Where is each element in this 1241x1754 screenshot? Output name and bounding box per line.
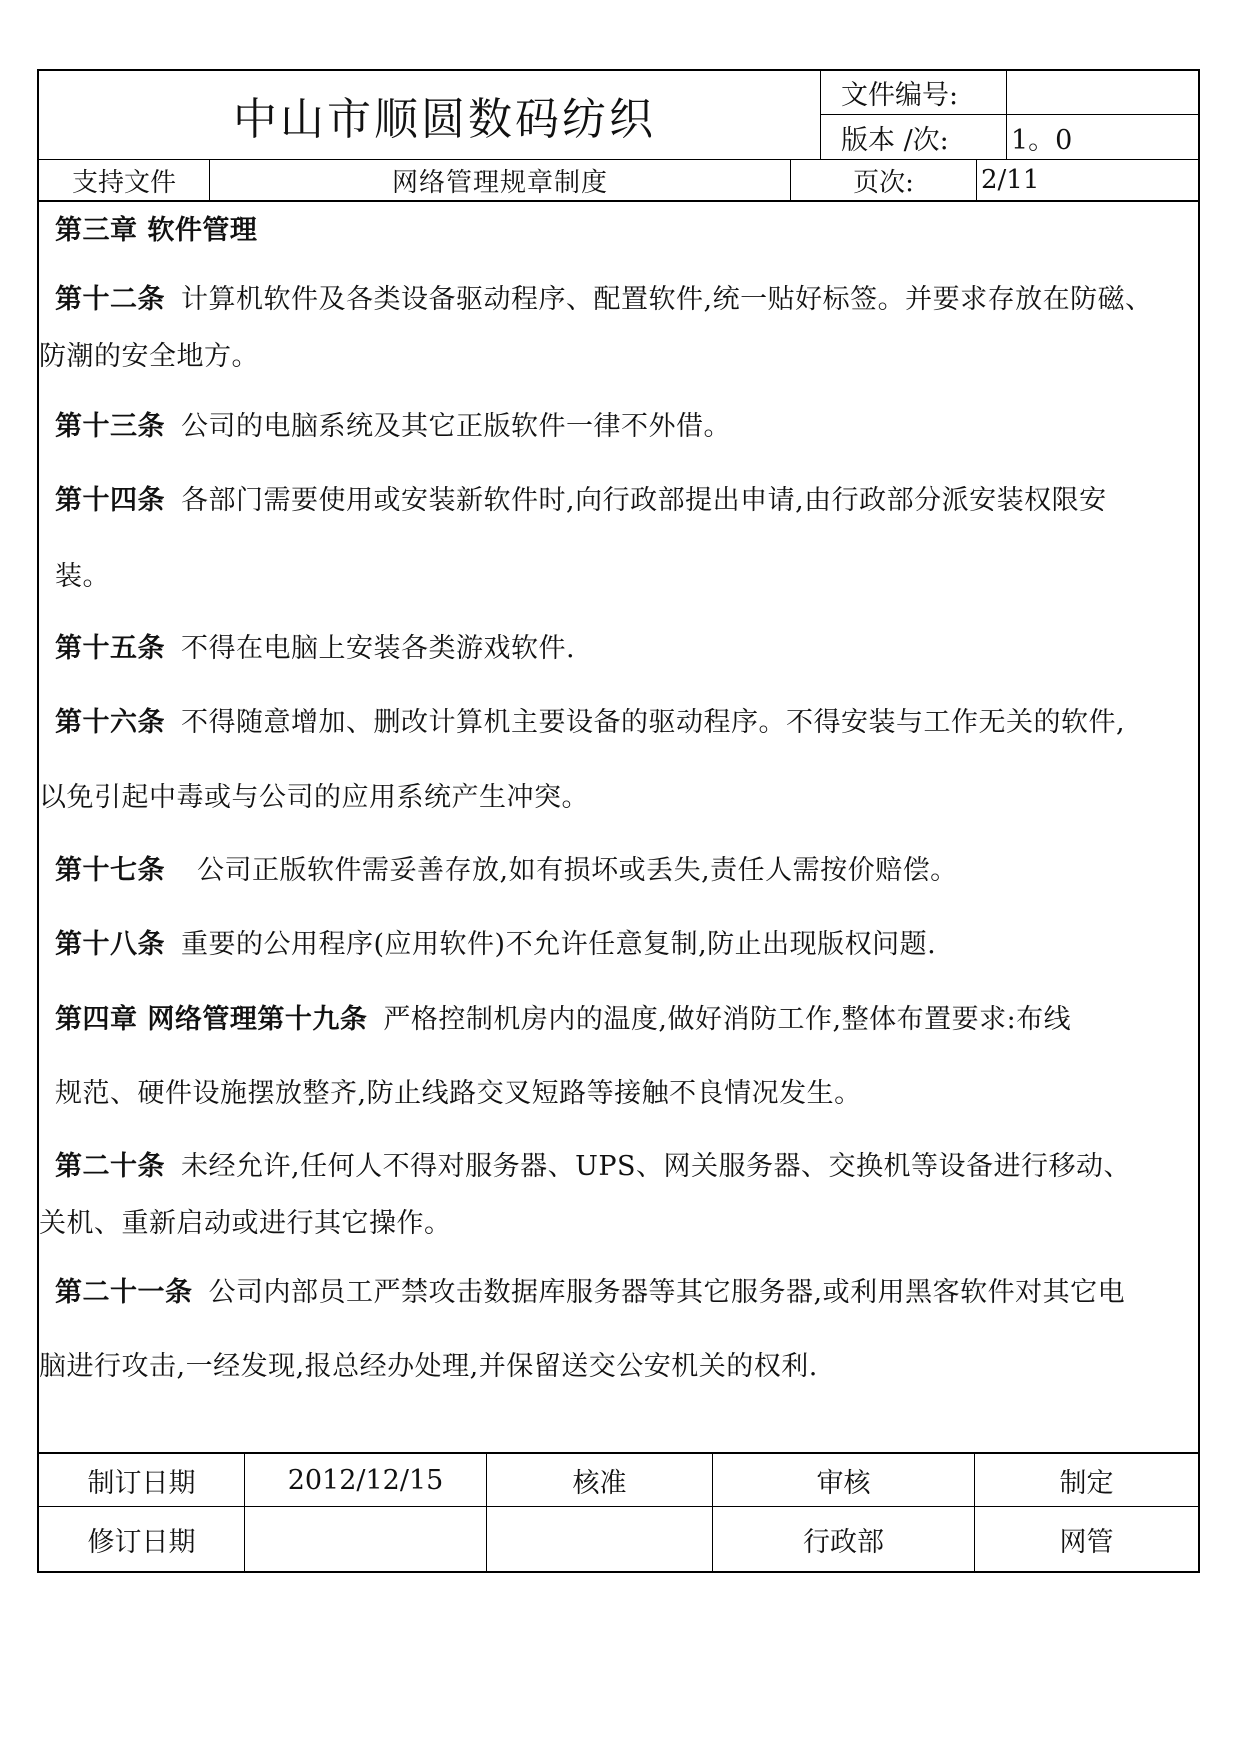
article-text: 公司正版软件需妥善存放,如有损坏或丢失,责任人需按价赔偿。 [197,855,958,886]
article-14 [55,478,1107,517]
table-row [39,1507,1198,1571]
version-value: 1。0 [1011,124,1073,156]
article-18 [55,922,936,961]
article-text: 规范、硬件设施摆放整齐,防止线路交叉短路等接触不良情况发生。 [55,1078,862,1109]
article-19-cont [55,1071,862,1110]
article-text: 各部门需要使用或安装新软件时,向行政部提出申请,由行政部分派安装权限安 [181,485,1107,516]
company-name: 中山市顺圆数码纺织 [39,71,821,159]
prepare-label: 制定 [1059,1467,1114,1499]
support-doc-label: 支持文件 [39,160,210,200]
approval-table [37,1452,1200,1573]
chapter-heading [55,208,257,247]
approve-label: 核准 [487,1454,713,1506]
preparer-value: 网管 [1059,1526,1114,1558]
issue-date-value: 2012/12/15 [245,1454,487,1506]
article-title: 第二十条 [55,1151,165,1182]
article-title: 第十四条 [55,485,165,516]
article-text: 不得在电脑上安装各类游戏软件. [181,633,576,664]
article-title: 第十五条 [55,633,165,664]
doc-number-value [1007,71,1198,115]
article-text: 装。 [55,561,110,592]
article-20-cont [39,1201,452,1240]
article-17 [55,848,958,887]
article-text: 脑进行攻击,一经发现,报总经办处理,并保留送交公安机关的权利. [39,1351,818,1382]
article-text: 未经允许,任何人不得对服务器、UPS、网关服务器、交换机等设备进行移动、 [181,1151,1131,1182]
article-20 [55,1144,1131,1183]
article-title: 第十三条 [55,411,165,442]
article-text: 严格控制机房内的温度,做好消防工作,整体布置要求:布线 [383,1004,1072,1035]
article-text: 防潮的安全地方。 [39,341,259,372]
article-12 [55,277,1153,316]
doc-number-label: 文件编号: [821,71,1006,115]
document-title: 网络管理规章制度 [210,160,791,200]
review-label: 审核 [713,1454,975,1506]
article-15 [55,626,575,665]
page-number: 2/11 [981,165,1040,195]
article-12-cont [39,334,259,373]
article-title: 第十六条 [55,707,165,738]
reviewer-value: 行政部 [713,1507,975,1571]
document-header-table [37,69,1200,202]
article-title: 第十二条 [55,284,165,315]
approver-value [487,1507,713,1571]
article-text: 不得随意增加、删改计算机主要设备的驱动程序。不得安装与工作无关的软件, [181,707,1126,738]
article-16-cont [39,775,589,814]
article-text: 重要的公用程序(应用软件)不允许任意复制,防止出现版权问题. [181,929,937,960]
table-row [39,1454,1198,1507]
article-title: 第十七条 [55,855,165,886]
article-text: 公司内部员工严禁攻击数据库服务器等其它服务器,或利用黑客软件对其它电 [208,1277,1126,1308]
article-19 [55,997,1071,1036]
revision-date-label: 修订日期 [39,1507,245,1571]
page-label: 页次: [791,160,977,200]
document-body [37,198,1200,1452]
article-text: 计算机软件及各类设备驱动程序、配置软件,统一贴好标签。并要求存放在防磁、 [181,284,1153,315]
revision-date-value [245,1507,487,1571]
version-label: 版本 /次: [841,124,949,156]
article-21 [55,1270,1125,1309]
article-16 [55,700,1125,739]
article-title: 第十八条 [55,929,165,960]
article-13 [55,404,731,443]
article-title: 第二十一条 [55,1277,193,1308]
article-14-cont [55,554,110,593]
issue-date-label: 制订日期 [39,1454,245,1506]
article-text: 公司的电脑系统及其它正版软件一律不外借。 [181,411,731,442]
article-text: 以免引起中毒或与公司的应用系统产生冲突。 [39,782,589,813]
article-text: 关机、重新启动或进行其它操作。 [39,1208,452,1239]
chapter-3-title: 第三章 软件管理 [55,215,258,246]
chapter-4-title: 第四章 网络管理第十九条 [55,1004,368,1035]
article-21-cont [39,1344,818,1383]
